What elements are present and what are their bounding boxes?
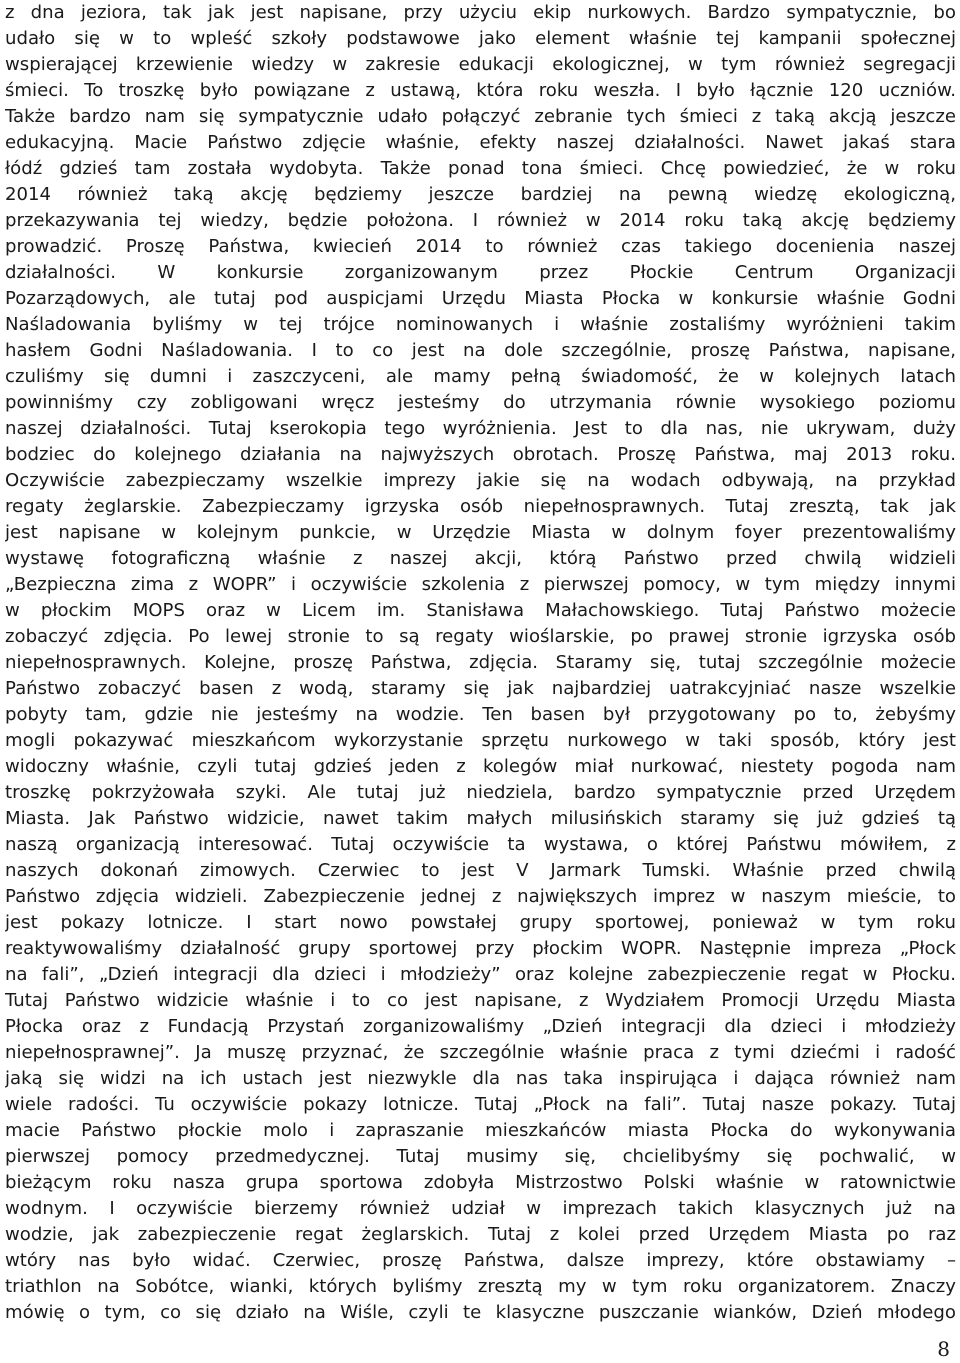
text-line: troszkę pokrzyżowała szyki. Ale tutaj już niedziela, bardzo sympatycznie przed Urzędem bbox=[5, 782, 956, 803]
text-line: przekazywania tej wiedzy, będzie położona. I również w 2014 roku taką akcję będziemy bbox=[5, 210, 956, 231]
text-line: Naśladowania byliśmy w tej trójce nominowanych i właśnie zostaliśmy wyróżnieni takim bbox=[5, 314, 956, 335]
text-line: mogli pokazywać mieszkańcom wykorzystanie sprzętu nurkowego w taki sposób, który jest bbox=[5, 730, 956, 751]
text-line: jest napisane w kolejnym punkcie, w Urzędzie Miasta w dolnym foyer prezentowaliśmy bbox=[5, 522, 956, 543]
text-line: naszej działalności. Tutaj kserokopia tego wyróżnienia. Jest to dla nas, nie ukrywam, duży bbox=[5, 418, 956, 439]
text-line: „Bezpieczna zima z WOPR” i oczywiście szkolenia z pierwszej pomocy, w tym między innymi bbox=[5, 574, 956, 595]
text-line: bieżącym roku nasza grupa sportowa zdobyła Mistrzostwo Polski właśnie w ratownictwie bbox=[5, 1172, 956, 1193]
text-line: Pozarządowych, ale tutaj pod auspicjami Urzędu Miasta Płocka w konkursie właśnie Godni bbox=[5, 288, 956, 309]
text-line: z dna jeziora, tak jak jest napisane, przy użyciu ekip nurkowych. Bardzo sympatycznie, bo bbox=[5, 2, 956, 23]
text-line: regaty żeglarskie. Zabezpieczamy igrzyska osób niepełnosprawnych. Tutaj zresztą, tak jak bbox=[5, 496, 956, 517]
text-line: śmieci. To troszkę było powiązane z ustawą, która roku weszła. I było łącznie 120 uczniów. bbox=[5, 80, 956, 101]
text-line: działalności. W konkursie zorganizowanym przez Płockie Centrum Organizacji bbox=[5, 262, 956, 283]
text-line: mówię o tym, co się działo na Wiśle, czyli te klasyczne puszczanie wianków, Dzień młodego bbox=[5, 1302, 956, 1323]
text-line: jaką się widzi na ich ustach jest niezwykle dla nas taka inspirująca i dająca również nam bbox=[5, 1068, 956, 1089]
text-line: 2014 również taką akcję będziemy jeszcze bardziej na pewną wiedzę ekologiczną, bbox=[5, 184, 956, 205]
text-line: wodzie, jak zabezpieczenie regat żeglarskich. Tutaj z kolei przed Urzędem Miasta po raz bbox=[5, 1224, 956, 1245]
text-line: edukacyjną. Macie Państwo zdjęcie właśnie, efekty naszej działalności. Nawet jakaś stara bbox=[5, 132, 956, 153]
text-line: naszą organizacją interesować. Tutaj oczywiście ta wystawa, o której Państwu mówiłem, z bbox=[5, 834, 956, 855]
text-line: Państwo zdjęcia widzieli. Zabezpieczenie jednej z największych imprez w naszym mieście, to bbox=[5, 886, 956, 907]
text-line: w płockim MOPS oraz w Licem im. Stanisława Małachowskiego. Tutaj Państwo możecie bbox=[5, 600, 956, 621]
text-line: pierwszej pomocy przedmedycznej. Tutaj musimy się, chcielibyśmy się pochwalić, w bbox=[5, 1146, 956, 1167]
document-page bbox=[5, 0, 956, 1363]
text-line: powinniśmy czy zobligowani wręcz jesteśmy do utrzymania równie wysokiego poziomu bbox=[5, 392, 956, 413]
text-line: łódź gdzieś tam została wydobyta. Także ponad tona śmieci. Chcę powiedzieć, że w roku bbox=[5, 158, 956, 179]
text-line: triathlon na Sobótce, wianki, których byliśmy zresztą my w tym roku organizatorem. Znaczy bbox=[5, 1276, 956, 1297]
text-line: naszych dokonań zimowych. Czerwiec to jest V Jarmark Tumski. Właśnie przed chwilą bbox=[5, 860, 956, 881]
text-line: prowadzić. Proszę Państwa, kwiecień 2014 to również czas takiego docenienia naszej bbox=[5, 236, 956, 257]
text-line: Oczywiście zabezpieczamy wszelkie imprezy jakie się na wodach odbywają, na przykład bbox=[5, 470, 956, 491]
text-line: Miasta. Jak Państwo widzicie, nawet takim małych milusińskich staramy się już gdzieś tą bbox=[5, 808, 956, 829]
text-line: wspierającej krzewienie wiedzy w zakresie edukacji ekologicznej, w tym również segregacji bbox=[5, 54, 956, 75]
text-line: Także bardzo nam się sympatycznie udało połączyć zebranie tych śmieci z taką akcją jeszcze bbox=[5, 106, 956, 127]
text-line: udało się w to wpleść szkoły podstawowe jako element właśnie tej kampanii społecznej bbox=[5, 28, 956, 49]
text-line: widoczny właśnie, czyli tutaj gdzieś jeden z kolegów miał nurkować, niestety pogoda nam bbox=[5, 756, 956, 777]
text-line: jest pokazy lotnicze. I start nowo powstałej grupy sportowej, ponieważ w tym roku bbox=[5, 912, 956, 933]
text-line: hasłem Godni Naśladowania. I to co jest na dole szczególnie, proszę Państwa, napisane, bbox=[5, 340, 956, 361]
text-line: bodziec do kolejnego działania na najwyższych obrotach. Proszę Państwa, maj 2013 roku. bbox=[5, 444, 956, 465]
text-line: pobyty tam, gdzie nie jesteśmy na wodzie. Ten basen był przygotowany po to, żebyśmy bbox=[5, 704, 956, 725]
text-line: czuliśmy się dumni i zaszczyceni, ale mamy pełną świadomość, że w kolejnych latach bbox=[5, 366, 956, 387]
text-line: niepełnosprawnych. Kolejne, proszę Państwa, zdjęcia. Staramy się, tutaj szczególnie możecie bbox=[5, 652, 956, 673]
text-line: niepełnosprawnej”. Ja muszę przyznać, że szczególnie właśnie praca z tymi dziećmi i radość bbox=[5, 1042, 956, 1063]
text-line: Tutaj Państwo widzicie właśnie i to co jest napisane, z Wydziałem Promocji Urzędu Miasta bbox=[5, 990, 956, 1011]
text-line: Płocka oraz z Fundacją Przystań zorganizowaliśmy „Dzień integracji dla dzieci i młodzieży bbox=[5, 1016, 956, 1037]
text-line: wtóry nas było widać. Czerwiec, proszę Państwa, dalsze imprezy, które obstawiamy – bbox=[5, 1250, 956, 1271]
text-line: wystawę fotograficzną właśnie z naszej akcji, którą Państwo przed chwilą widzieli bbox=[5, 548, 956, 569]
text-line: reaktywowaliśmy działalność grupy sportowej przy płockim WOPR. Następnie impreza „Płock bbox=[5, 938, 956, 959]
page-number: 8 bbox=[937, 1337, 950, 1361]
text-line: na fali”, „Dzień integracji dla dzieci i młodzieży” oraz kolejne zabezpieczenie regat w Płocku. bbox=[5, 964, 956, 985]
text-line: Państwo zobaczyć basen z wodą, staramy się jak najbardziej uatrakcyjniać nasze wszelkie bbox=[5, 678, 956, 699]
text-line: macie Państwo płockie molo i zapraszanie mieszkańców miasta Płocka do wykonywania bbox=[5, 1120, 956, 1141]
text-line: wiele radości. Tu oczywiście pokazy lotnicze. Tutaj „Płock na fali”. Tutaj nasze pokazy. Tutaj bbox=[5, 1094, 956, 1115]
text-line: zobaczyć zdjęcia. Po lewej stronie to są regaty wioślarskie, po prawej stronie igrzyska osób bbox=[5, 626, 956, 647]
text-line: wodnym. I oczywiście bierzemy również udział w imprezach takich klasycznych już na bbox=[5, 1198, 956, 1219]
